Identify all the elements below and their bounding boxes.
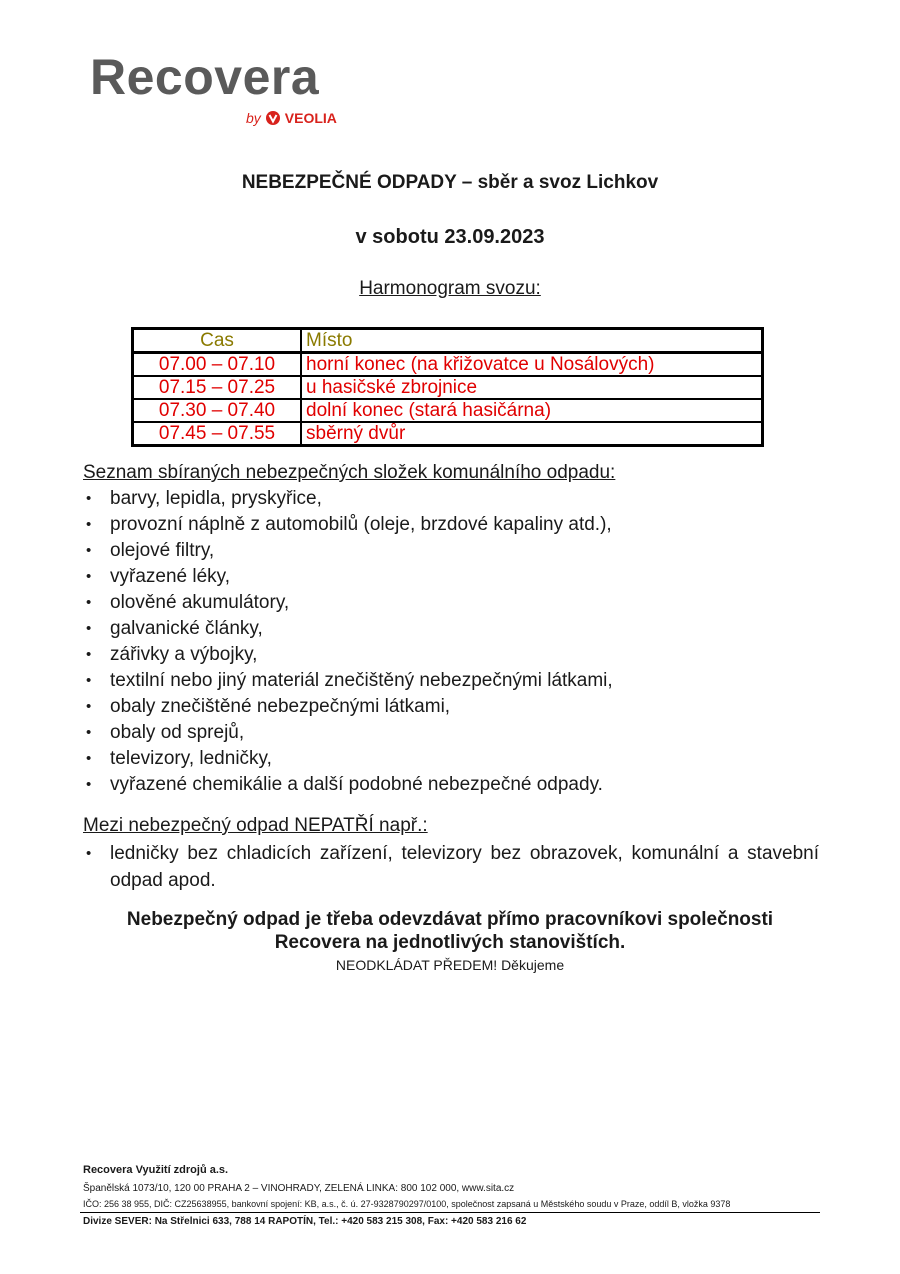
row-time: 07.45 – 07.55 xyxy=(133,422,302,446)
list-item xyxy=(83,772,613,798)
schedule-table xyxy=(131,327,764,447)
collected-list xyxy=(83,486,613,798)
event-date: v sobotu 23.09.2023 xyxy=(355,226,545,248)
logo-wordmark: Recovera xyxy=(90,49,320,105)
list-item-text: olejové filtry, xyxy=(110,540,215,561)
list-item xyxy=(83,668,613,694)
bullet-icon: • xyxy=(86,646,92,663)
list-item-text: olověné akumulátory, xyxy=(110,592,290,613)
bullet-icon: • xyxy=(86,620,92,637)
veolia-icon xyxy=(265,110,281,126)
list-item xyxy=(83,512,613,538)
list-item xyxy=(83,590,613,616)
schedule-heading xyxy=(0,278,900,300)
list-item-text: provozní náplně z automobilů (oleje, brzdové kapaliny atd.), xyxy=(110,514,612,535)
bullet-icon: • xyxy=(86,724,92,741)
list-item-text: textilní nebo jiný materiál znečištěný nebezpečnými látkami, xyxy=(110,670,613,691)
row-time: 07.30 – 07.40 xyxy=(133,399,302,422)
instruction-notice xyxy=(0,908,900,954)
list-item-text: vyřazené chemikálie a další podobné nebezpečné odpady. xyxy=(110,774,603,795)
notice-line-1: Nebezpečný odpad je třeba odevzdávat přímo pracovníkovi společnosti xyxy=(126,909,774,930)
logo-by-text: by xyxy=(246,110,261,126)
notice-subline: NEODKLÁDAT PŘEDEM! Děkujeme xyxy=(335,957,565,973)
bullet-icon: • xyxy=(86,594,92,611)
row-time: 07.00 – 07.10 xyxy=(133,353,302,377)
schedule-heading-text: Harmonogram svozu: xyxy=(359,278,541,299)
notice-line-2: Recovera na jednotlivých stanovištích. xyxy=(274,932,626,953)
list-item xyxy=(83,486,613,512)
row-place: u hasičské zbrojnice xyxy=(301,376,763,399)
list-item-text: zářivky a výbojky, xyxy=(110,644,258,665)
bullet-icon: • xyxy=(86,542,92,559)
footer-division: Divize SEVER: Na Střelnici 633, 788 14 RAPOTÍN, Tel.: +420 583 215 308, Fax: +420 583 216 62 xyxy=(83,1216,527,1227)
excluded-heading: Mezi nebezpečný odpad NEPATŘÍ např.: xyxy=(83,815,428,836)
bullet-icon: • xyxy=(86,776,92,793)
list-item-text: obaly znečištěné nebezpečnými látkami, xyxy=(110,696,451,717)
bullet-icon: • xyxy=(86,750,92,767)
footer-address: Španělská 1073/10, 120 00 PRAHA 2 – VINOHRADY, ZELENÁ LINKA: 800 102 000, www.sita.cz xyxy=(83,1183,515,1194)
list-item xyxy=(83,642,613,668)
footer-divider xyxy=(80,1212,820,1213)
footer-company: Recovera Využití zdrojů a.s. xyxy=(83,1164,229,1176)
schedule-header-row xyxy=(133,329,763,353)
bullet-icon: • xyxy=(86,698,92,715)
table-row xyxy=(133,376,763,399)
bullet-icon: • xyxy=(86,516,92,533)
list-item xyxy=(83,746,613,772)
list-item-text: barvy, lepidla, pryskyřice, xyxy=(110,488,322,509)
collected-heading: Seznam sbíraných nebezpečných složek komunálního odpadu: xyxy=(83,462,616,483)
row-place: horní konec (na křižovatce u Nosálových) xyxy=(301,353,763,377)
list-item xyxy=(83,616,613,642)
table-row xyxy=(133,422,763,446)
list-item xyxy=(83,538,613,564)
list-item xyxy=(83,694,613,720)
row-time: 07.15 – 07.25 xyxy=(133,376,302,399)
logo-veolia-text: VEOLIA xyxy=(284,110,337,126)
logo-byline xyxy=(246,110,337,126)
recovera-logo xyxy=(90,49,360,134)
bullet-icon: • xyxy=(86,490,92,507)
header-time: Cas xyxy=(133,329,302,353)
row-place: dolní konec (stará hasičárna) xyxy=(301,399,763,422)
excluded-item xyxy=(83,840,819,894)
excluded-item-text: ledničky bez chladicích zařízení, televizory bez obrazovek, komunální a stavební odpad apod. xyxy=(110,843,819,891)
page-title: NEBEZPEČNÉ ODPADY – sběr a svoz Lichkov xyxy=(241,172,659,193)
header-place: Místo xyxy=(301,329,763,353)
bullet-icon: • xyxy=(86,845,92,862)
bullet-icon: • xyxy=(86,672,92,689)
list-item xyxy=(83,720,613,746)
list-item-text: galvanické články, xyxy=(110,618,263,639)
table-row xyxy=(133,353,763,377)
bullet-icon: • xyxy=(86,568,92,585)
list-item-text: vyřazené léky, xyxy=(110,566,231,587)
list-item xyxy=(83,564,613,590)
footer-registration: IČO: 256 38 955, DIČ: CZ25638955, bankovní spojení: KB, a.s., č. ú. 27-9328790297/0100, společnost zapsaná u Městského soudu v Praze, oddíl B, vložka 9378 xyxy=(83,1199,731,1209)
list-item-text: obaly od sprejů, xyxy=(110,722,245,743)
list-item-text: televizory, ledničky, xyxy=(110,748,272,769)
table-row xyxy=(133,399,763,422)
row-place: sběrný dvůr xyxy=(306,423,406,444)
